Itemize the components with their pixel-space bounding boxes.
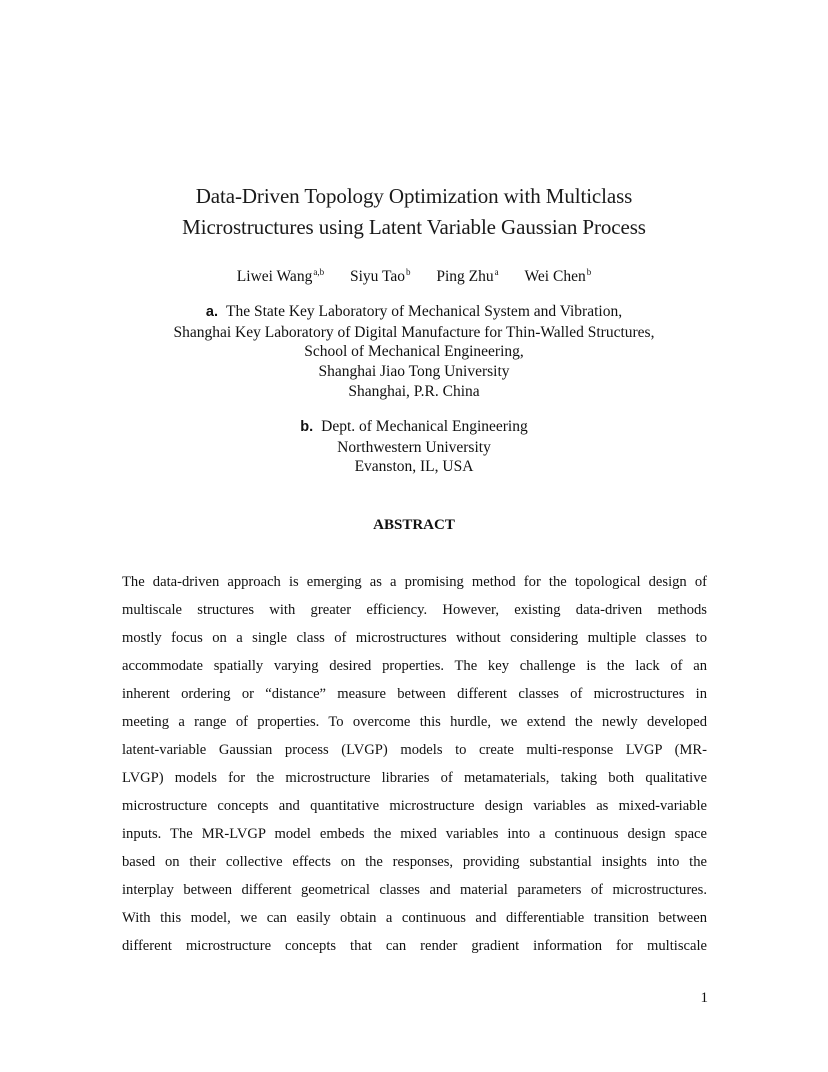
author-affiliation-mark: a,b: [313, 267, 325, 277]
author: [525, 262, 592, 287]
abstract-line: interplay between different geometrical classes and material parameters of microstructures.: [122, 882, 707, 898]
paper-title: [0, 181, 828, 243]
affiliation-b: [0, 417, 828, 477]
abstract-line: multiscale structures with greater efficiency. However, existing data-driven methods: [122, 602, 707, 618]
abstract-line: latent-variable Gaussian process (LVGP) models to create multi-response LVGP (MR-: [122, 742, 707, 758]
author-list: [0, 262, 828, 287]
author-affiliation-mark: b: [406, 267, 411, 277]
abstract-line: The data-driven approach is emerging as a promising method for the topological design of: [122, 574, 707, 590]
affiliation-line: Shanghai Jiao Tong University: [318, 363, 510, 381]
affiliation-line: [0, 302, 828, 323]
author-name: Ping Zhu: [436, 268, 494, 285]
abstract-line: meeting a range of properties. To overcome this hurdle, we extend the newly developed: [122, 714, 707, 730]
abstract-line: With this model, we can easily obtain a continuous and differentiable transition between: [122, 910, 707, 926]
affiliation-line: Shanghai, P.R. China: [348, 382, 480, 400]
author: [350, 262, 411, 287]
author-name: Liwei Wang: [236, 268, 313, 285]
title-line: Data-Driven Topology Optimization with Multiclass: [195, 184, 633, 208]
affiliation-tag: a.: [205, 304, 218, 320]
page-number: 1: [700, 990, 708, 1006]
author-affiliation-mark: b: [586, 267, 592, 277]
abstract-line: inherent ordering or “distance” measure between different classes of microstructures in: [122, 686, 707, 702]
author-name: Wei Chen: [524, 268, 586, 285]
author: [237, 262, 324, 287]
affiliation-line: [0, 417, 828, 438]
author: [436, 262, 498, 287]
abstract-line: microstructure concepts and quantitative microstructure design variables as mixed-variable: [122, 798, 707, 814]
affiliation-line: Shanghai Key Laboratory of Digital Manufacture for Thin-Walled Structures,: [173, 323, 655, 341]
abstract-line: based on their collective effects on the responses, providing substantial insights into the: [122, 854, 707, 870]
affiliation-text: Dept. of Mechanical Engineering: [321, 418, 528, 435]
affiliation-tag: b.: [300, 419, 314, 435]
affiliation-text: The State Key Laboratory of Mechanical System and Vibration,: [226, 303, 623, 320]
affiliation-a: [0, 302, 828, 402]
title-line: Microstructures using Latent Variable Gaussian Process: [182, 215, 646, 239]
abstract-line: different microstructure concepts that can render gradient information for multiscale: [122, 938, 707, 954]
affiliation-line: Evanston, IL, USA: [354, 458, 474, 476]
author-affiliation-mark: a: [494, 267, 499, 277]
affiliation-line: Northwestern University: [337, 438, 491, 456]
author-name: Siyu Tao: [349, 268, 405, 285]
abstract-heading: ABSTRACT: [373, 517, 455, 533]
abstract-line: inputs. The MR-LVGP model embeds the mixed variables into a continuous design space: [122, 826, 707, 842]
abstract-line: accommodate spatially varying desired properties. The key challenge is the lack of an: [122, 658, 707, 674]
abstract-line: LVGP) models for the microstructure libraries of metamaterials, taking both qualitative: [122, 770, 707, 786]
abstract-line: mostly focus on a single class of microstructures without considering multiple classes to: [122, 630, 707, 646]
abstract-body: [122, 568, 707, 960]
affiliation-line: School of Mechanical Engineering,: [304, 343, 524, 361]
